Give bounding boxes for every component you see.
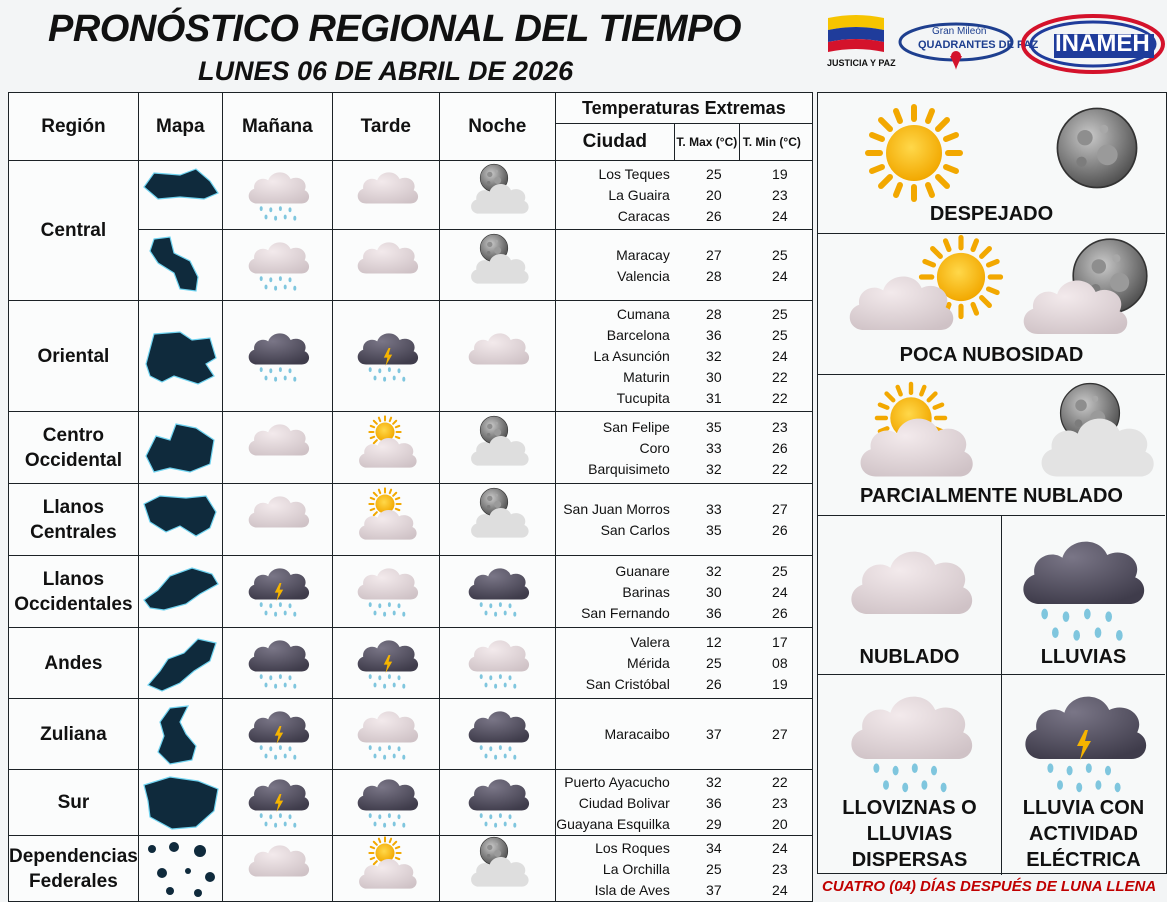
region-name: Central	[9, 161, 139, 301]
city-row	[556, 325, 812, 346]
region-name: Llanos Centrales	[9, 484, 139, 556]
city-name: Barcelona	[606, 327, 670, 343]
city-temps	[555, 836, 812, 902]
city-tmax: 26	[706, 208, 722, 224]
storm-cloud-rain-icon	[457, 702, 537, 762]
forecast-manana	[222, 628, 332, 699]
city-temps	[555, 556, 812, 628]
city-name: Maracay	[616, 246, 670, 263]
forecast-manana	[222, 412, 332, 484]
city-tmin: 22	[772, 390, 788, 406]
city-tmax: 36	[706, 604, 722, 621]
city-tmin: 27	[772, 726, 788, 742]
table-row	[9, 836, 813, 902]
forecast-noche	[439, 161, 555, 230]
header-temps	[555, 93, 812, 161]
region-name: Llanos Occidentales	[9, 556, 139, 628]
storm-cloud-rain-icon	[346, 770, 426, 830]
cloud-icon	[840, 264, 960, 336]
city-temps	[555, 770, 812, 836]
cloud-rain-icon	[457, 631, 537, 691]
city-tmax: 31	[706, 390, 722, 406]
city-tmax: 28	[706, 306, 722, 322]
forecast-manana	[222, 770, 332, 836]
cloud-icon	[237, 836, 317, 896]
legend-electrica-label: LLUVIA CON ACTIVIDAD ELÉCTRICA	[1022, 797, 1145, 871]
city-temps	[555, 301, 812, 412]
forecast-tarde	[332, 628, 439, 699]
forecast-noche	[439, 556, 555, 628]
city-tmin: 24	[772, 839, 788, 856]
legend-lluvias	[1002, 516, 1165, 675]
city-row	[556, 581, 812, 602]
table-row	[9, 161, 813, 230]
header-tmin: T. Min (°C)	[739, 124, 804, 160]
city-row	[556, 879, 812, 900]
cloud-icon	[237, 415, 317, 475]
city-tmax: 28	[706, 267, 722, 284]
legend-panel	[817, 92, 1167, 874]
legend-nublado	[818, 516, 1002, 675]
cloud-icon	[346, 233, 426, 293]
forecast-noche	[439, 836, 555, 902]
city-tmin: 22	[772, 460, 788, 477]
city-tmax: 12	[706, 634, 722, 650]
city-tmin: 26	[772, 522, 788, 538]
forecast-tarde	[332, 412, 439, 484]
header-manana: Mañana	[222, 93, 332, 161]
city-tmin: 23	[772, 860, 788, 877]
forecast-tarde	[332, 301, 439, 412]
moon-cloud-icon	[457, 836, 537, 896]
forecast-manana	[222, 836, 332, 902]
table-row	[9, 770, 813, 836]
moon-phase-note: CUATRO (04) DÍAS DESPUÉS DE LUNA LLENA	[822, 878, 1157, 895]
city-tmin: 22	[772, 369, 788, 385]
cloud-icon	[840, 681, 980, 767]
forecast-manana	[222, 699, 332, 770]
city-row	[556, 792, 812, 813]
forecast-manana	[222, 161, 332, 230]
region-name: Zuliana	[9, 699, 139, 770]
thunderstorm-icon	[346, 324, 426, 384]
forecast-tarde	[332, 484, 439, 556]
table-row	[9, 412, 813, 484]
header-region: Región	[9, 93, 139, 161]
city-tmin: 26	[772, 439, 788, 456]
legend-parcial-label: PARCIALMENTE NUBLADO	[860, 485, 1123, 507]
venezuela-flag-icon	[826, 12, 886, 59]
city-row	[556, 346, 812, 367]
city-row	[556, 206, 812, 227]
city-row	[556, 724, 812, 745]
city-name: San Felipe	[602, 418, 670, 435]
city-name: San Carlos	[600, 522, 670, 538]
city-row	[556, 837, 812, 858]
city-tmax: 30	[706, 369, 722, 385]
city-row	[556, 164, 812, 185]
city-row	[556, 458, 812, 479]
city-name: San Fernando	[581, 604, 670, 621]
rain-icon	[1014, 761, 1154, 797]
table-row	[9, 628, 813, 699]
city-name: La Orchilla	[602, 860, 670, 877]
region-map	[138, 301, 222, 412]
city-row	[556, 602, 812, 623]
city-name: Isla de Aves	[594, 881, 670, 898]
thunderstorm-icon	[237, 559, 317, 619]
region-name: Andes	[9, 628, 139, 699]
city-tmin: 17	[772, 634, 788, 650]
city-tmin: 19	[772, 166, 788, 182]
forecast-tarde	[332, 556, 439, 628]
city-tmax: 25	[706, 655, 722, 671]
moon-cloud-icon	[457, 163, 537, 223]
legend-lloviznas	[818, 675, 1002, 875]
legend-despejado	[818, 93, 1165, 234]
city-name: Barinas	[622, 583, 670, 600]
city-tmin: 23	[772, 187, 788, 203]
region-name: Dependencias Federales	[9, 836, 139, 902]
city-tmax: 35	[706, 418, 722, 435]
city-name: Barquisimeto	[588, 460, 670, 477]
city-tmin: 19	[772, 676, 788, 692]
city-tmin: 24	[772, 267, 788, 284]
city-tmin: 24	[772, 348, 788, 364]
city-tmax: 33	[706, 439, 722, 456]
cloud-icon	[840, 534, 980, 624]
rain-icon	[840, 761, 980, 797]
region-map-icon	[140, 324, 220, 388]
header-tarde: Tarde	[332, 93, 439, 161]
city-tmin: 24	[772, 881, 788, 898]
city-name: Valencia	[617, 267, 670, 284]
city-tmax: 32	[706, 562, 722, 579]
forecast-noche	[439, 412, 555, 484]
quadrants-small-label: Gran Mileón	[932, 26, 987, 37]
city-row	[556, 674, 812, 695]
city-row	[556, 265, 812, 286]
region-map	[138, 412, 222, 484]
quadrants-label: QUADRANTES DE PAZ	[918, 39, 1039, 51]
region-map	[138, 484, 222, 556]
city-temps	[555, 484, 812, 556]
moon-cloud-icon	[457, 487, 537, 547]
storm-cloud-icon	[1012, 526, 1152, 612]
cloud-rain-icon	[346, 559, 426, 619]
city-row	[556, 520, 812, 541]
city-tmax: 36	[706, 327, 722, 343]
region-map	[138, 230, 222, 301]
region-map-icon	[140, 771, 220, 835]
city-tmin: 25	[772, 246, 788, 263]
city-name: Maturin	[623, 369, 670, 385]
region-map	[138, 836, 222, 902]
city-row	[556, 560, 812, 581]
legend-despejado-label: DESPEJADO	[929, 203, 1054, 225]
forecast-manana	[222, 484, 332, 556]
page-title: PRONÓSTICO REGIONAL DEL TIEMPO	[48, 8, 741, 50]
city-tmin: 08	[772, 655, 788, 671]
forecast-date: LUNES 06 DE ABRIL DE 2026	[198, 56, 574, 86]
city-tmax: 25	[706, 860, 722, 877]
forecast-tarde	[332, 770, 439, 836]
city-tmax: 32	[706, 773, 722, 790]
city-row	[556, 771, 812, 792]
city-row	[556, 244, 812, 265]
city-tmax: 32	[706, 348, 722, 364]
city-tmin: 25	[772, 327, 788, 343]
city-tmin: 22	[772, 773, 788, 790]
cloud-icon	[840, 405, 990, 483]
city-tmax: 35	[706, 522, 722, 538]
city-name: Caracas	[617, 208, 670, 224]
city-name: La Asunción	[593, 348, 670, 364]
city-tmax: 37	[706, 726, 722, 742]
forecast-tarde	[332, 230, 439, 301]
city-name: Guayana Esquilka	[556, 815, 670, 832]
legend-poca-label: POCA NUBOSIDAD	[899, 344, 1084, 366]
header-noche: Noche	[439, 93, 555, 161]
city-name: Tucupita	[616, 390, 670, 406]
legend-lluvias-label: LLUVIAS	[1040, 646, 1127, 668]
forecast-noche	[439, 230, 555, 301]
forecast-manana	[222, 230, 332, 301]
city-tmin: 25	[772, 306, 788, 322]
city-tmax: 32	[706, 460, 722, 477]
table-row	[9, 484, 813, 556]
city-row	[556, 632, 812, 653]
table-row	[9, 699, 813, 770]
cloud-icon	[457, 324, 537, 384]
legend-electrica	[1002, 675, 1165, 875]
city-tmax: 37	[706, 881, 722, 898]
region-name: Centro Occidental	[9, 412, 139, 484]
city-temps	[555, 628, 812, 699]
sun-cloud-icon	[346, 415, 426, 475]
forecast-noche	[439, 484, 555, 556]
cloud-rain-icon	[346, 702, 426, 762]
city-tmax: 25	[706, 166, 722, 182]
region-name: Sur	[9, 770, 139, 836]
forecast-noche	[439, 628, 555, 699]
city-row	[556, 304, 812, 325]
region-map-icon	[140, 416, 220, 480]
region-map-icon	[140, 488, 220, 552]
city-row	[556, 813, 812, 834]
header-ciudad: Ciudad	[582, 131, 648, 152]
city-name: Los Teques	[598, 166, 670, 182]
city-temps	[555, 412, 812, 484]
inameh-label: INAMEH	[1055, 30, 1150, 57]
region-map	[138, 628, 222, 699]
city-tmax: 27	[706, 246, 722, 263]
region-map	[138, 556, 222, 628]
forecast-manana	[222, 556, 332, 628]
city-name: Maracaibo	[604, 726, 670, 742]
forecast-manana	[222, 301, 332, 412]
city-temps	[555, 161, 812, 230]
header-mapa: Mapa	[138, 93, 222, 161]
region-map-icon	[140, 631, 220, 695]
city-row	[556, 367, 812, 388]
city-tmin: 24	[772, 208, 788, 224]
sun-cloud-icon	[346, 836, 426, 896]
forecast-tarde	[332, 836, 439, 902]
city-row	[556, 653, 812, 674]
city-row	[556, 858, 812, 879]
city-row	[556, 416, 812, 437]
ministry-label: JUSTICIA Y PAZ	[827, 58, 896, 68]
city-row	[556, 388, 812, 409]
region-map-icon	[140, 163, 220, 227]
table-row	[9, 556, 813, 628]
region-map-icon	[140, 702, 220, 766]
region-map	[138, 699, 222, 770]
cloud-icon	[237, 487, 317, 547]
forecast-tarde	[332, 161, 439, 230]
city-tmax: 34	[706, 839, 722, 856]
city-row	[556, 437, 812, 458]
city-name: San Cristóbal	[585, 676, 670, 692]
city-tmax: 20	[706, 187, 722, 203]
table-row	[9, 301, 813, 412]
city-tmin: 25	[772, 562, 788, 579]
region-name: Oriental	[9, 301, 139, 412]
lightning-icon	[1074, 729, 1094, 761]
storm-cloud-rain-icon	[457, 559, 537, 619]
city-name: La Guaira	[608, 187, 670, 203]
city-row	[556, 185, 812, 206]
city-tmax: 30	[706, 583, 722, 600]
legend-poca-nubosidad	[818, 234, 1165, 375]
forecast-noche	[439, 770, 555, 836]
legend-lloviznas-label: LLOVIZNAS O LLUVIAS DISPERSAS	[842, 797, 977, 871]
city-tmin: 24	[772, 583, 788, 600]
header-tmax: T. Max (°C)	[674, 124, 739, 160]
city-name: Guanare	[615, 562, 670, 579]
temps-title: Temperaturas Extremas	[556, 93, 812, 124]
forecast-noche	[439, 301, 555, 412]
legend-nublado-label: NUBLADO	[859, 646, 960, 668]
city-name: San Juan Morros	[563, 501, 670, 517]
city-tmin: 26	[772, 604, 788, 621]
city-name: Los Roques	[595, 839, 670, 856]
cloud-rain-icon	[237, 163, 317, 223]
storm-cloud-rain-icon	[237, 324, 317, 384]
city-name: Ciudad Bolivar	[578, 794, 670, 811]
thunderstorm-icon	[237, 702, 317, 762]
city-name: Coro	[639, 439, 670, 456]
city-temps	[555, 230, 812, 301]
city-name: Valera	[630, 634, 670, 650]
city-name: Mérida	[627, 655, 670, 671]
city-name: Cumana	[616, 306, 670, 322]
legend-parcialmente-nublado	[818, 375, 1165, 516]
forecast-tarde	[332, 699, 439, 770]
city-tmin: 23	[772, 418, 788, 435]
region-map-icon	[140, 560, 220, 624]
thunderstorm-icon	[346, 631, 426, 691]
forecast-table	[8, 92, 813, 902]
city-tmin: 27	[772, 501, 788, 517]
moon-icon	[1054, 105, 1140, 191]
moon-cloud-icon	[457, 233, 537, 293]
city-tmin: 23	[772, 794, 788, 811]
storm-cloud-rain-icon	[237, 631, 317, 691]
city-name: Puerto Ayacucho	[564, 773, 670, 790]
city-tmax: 33	[706, 501, 722, 517]
city-tmax: 26	[706, 676, 722, 692]
storm-cloud-rain-icon	[457, 770, 537, 830]
cloud-icon	[346, 163, 426, 223]
region-map-icon	[140, 233, 220, 297]
city-temps	[555, 699, 812, 770]
region-map-icon	[140, 837, 220, 901]
forecast-noche	[439, 699, 555, 770]
city-tmin: 20	[772, 815, 788, 832]
city-row	[556, 499, 812, 520]
rain-icon	[1012, 606, 1152, 646]
city-tmax: 36	[706, 794, 722, 811]
city-tmax: 29	[706, 815, 722, 832]
sun-icon	[864, 103, 964, 203]
region-map	[138, 770, 222, 836]
cloud-icon	[1014, 268, 1134, 340]
cloud-icon	[1028, 405, 1164, 483]
moon-cloud-icon	[457, 415, 537, 475]
region-map	[138, 161, 222, 230]
thunderstorm-icon	[237, 770, 317, 830]
sun-cloud-icon	[346, 487, 426, 547]
cloud-rain-icon	[237, 233, 317, 293]
